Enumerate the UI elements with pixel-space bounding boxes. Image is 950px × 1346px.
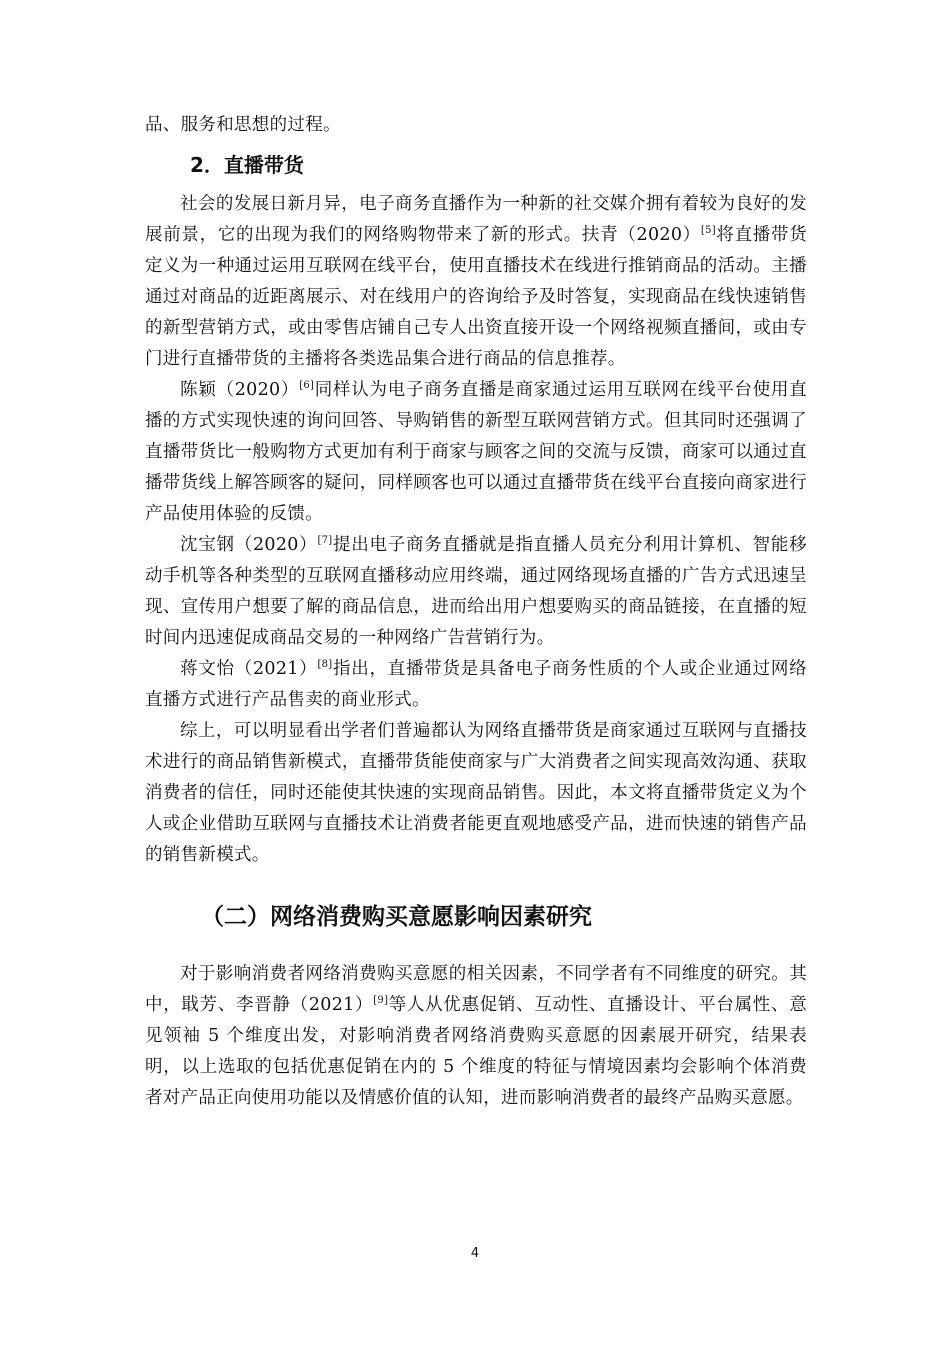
citation-ref: [7] — [317, 535, 333, 546]
paragraph-5: 综上，可以明显看出学者们普遍都认为网络直播带货是商家通过互联网与直播技术进行的商品销售新模式，直播带货能使商家与广大消费者之间实现高效沟通、获取消费者的信任，同时还能使其快速的实现商品销售。因此，本文将直播带货定义为个人或企业借助互联网与直播技术让消费者能更直观地感受产品，进而快速的销售产品的销售新模式。 — [145, 721, 807, 865]
paragraph-6 — [145, 959, 807, 1114]
section-heading-live-commerce: 2．直播带货 — [190, 153, 304, 177]
paragraph-1 — [145, 189, 807, 375]
paragraph-4 — [145, 654, 807, 716]
paragraph-text: 将直播带货定义为一种通过运用互联网在线平台，使用直播技术在线进行推销商品的活动。主播通过对商品的近距离展示、对在线用户的咨询给予及时答复，实现商品在线快速销售的新型营销方式，或由零售店铺自己专人出资直接开设一个网络视频直播间，或由专门进行直播带货的主播将各类选品集合进行商品的信息推荐。 — [145, 225, 807, 369]
paragraph-text: 等人从优惠促销、互动性、直播设计、平台属性、意见领袖 5 个维度出发，对影响消费者网络消费购买意愿的因素展开研究，结果表明，以上选取的包括优惠促销在内的 5 个维度的特征与情境因素均会影响个体消费者对产品正向使用功能以及情感价值的认知，进而影响消费者的最终产品购买意愿。 — [145, 995, 807, 1108]
paragraph-text: 提出电子商务直播就是指直播人员充分利用计算机、智能移动手机等各种类型的互联网直播移动应用终端，通过网络现场直播的广告方式迅速呈现、宣传用户想要了解的商品信息，进而给出用户想要购买的商品链接，在直播的短时间内迅速促成商品交易的一种网络广告营销行为。 — [145, 535, 807, 648]
paragraph-text: 对于影响消费者网络消费购买意愿的相关因素，不同学者有不同维度的研究。其中，戢芳、李晋静（2021） — [145, 964, 807, 1015]
paragraph-3 — [145, 530, 807, 654]
paragraph-continued: 品、服务和思想的过程。 — [145, 115, 341, 135]
paragraph-text: 指出，直播带货是具备电子商务性质的个人或企业通过网络直播方式进行产品售卖的商业形式。 — [145, 659, 807, 710]
paragraph-text: 同样认为电子商务直播是商家通过运用互联网在线平台使用直播的方式实现快速的询问回答、导购销售的新型互联网营销方式。但其同时还强调了直播带货比一般购物方式更加有利于商家与顾客之间的交流与反馈，商家可以通过直播带货线上解答顾客的疑问，同样顾客也可以通过直播带货在线平台直接向商家进行产品使用体验的反馈。 — [145, 380, 807, 524]
citation-ref: [9] — [373, 995, 389, 1006]
citation-ref: [8] — [317, 659, 333, 670]
citation-ref: [6] — [299, 380, 315, 391]
paragraph-text: 社会的发展日新月异，电子商务直播作为一种新的社交媒介拥有着较为良好的发展前景，它的出现为我们的网络购物带来了新的形式。扶青（2020） — [145, 194, 807, 245]
paragraph-text: 蒋文怡（2021） — [180, 659, 318, 679]
page-body — [145, 110, 807, 1114]
section-heading-purchase-intention: （二）网络消费购买意愿影响因素研究 — [201, 904, 592, 930]
citation-ref: [5] — [700, 225, 716, 236]
paragraph-2 — [145, 375, 807, 530]
paragraph-text: 陈颖（2020） — [180, 380, 300, 400]
page-number: 4 — [470, 1246, 480, 1261]
paragraph-text: 沈宝钢（2020） — [180, 535, 318, 555]
